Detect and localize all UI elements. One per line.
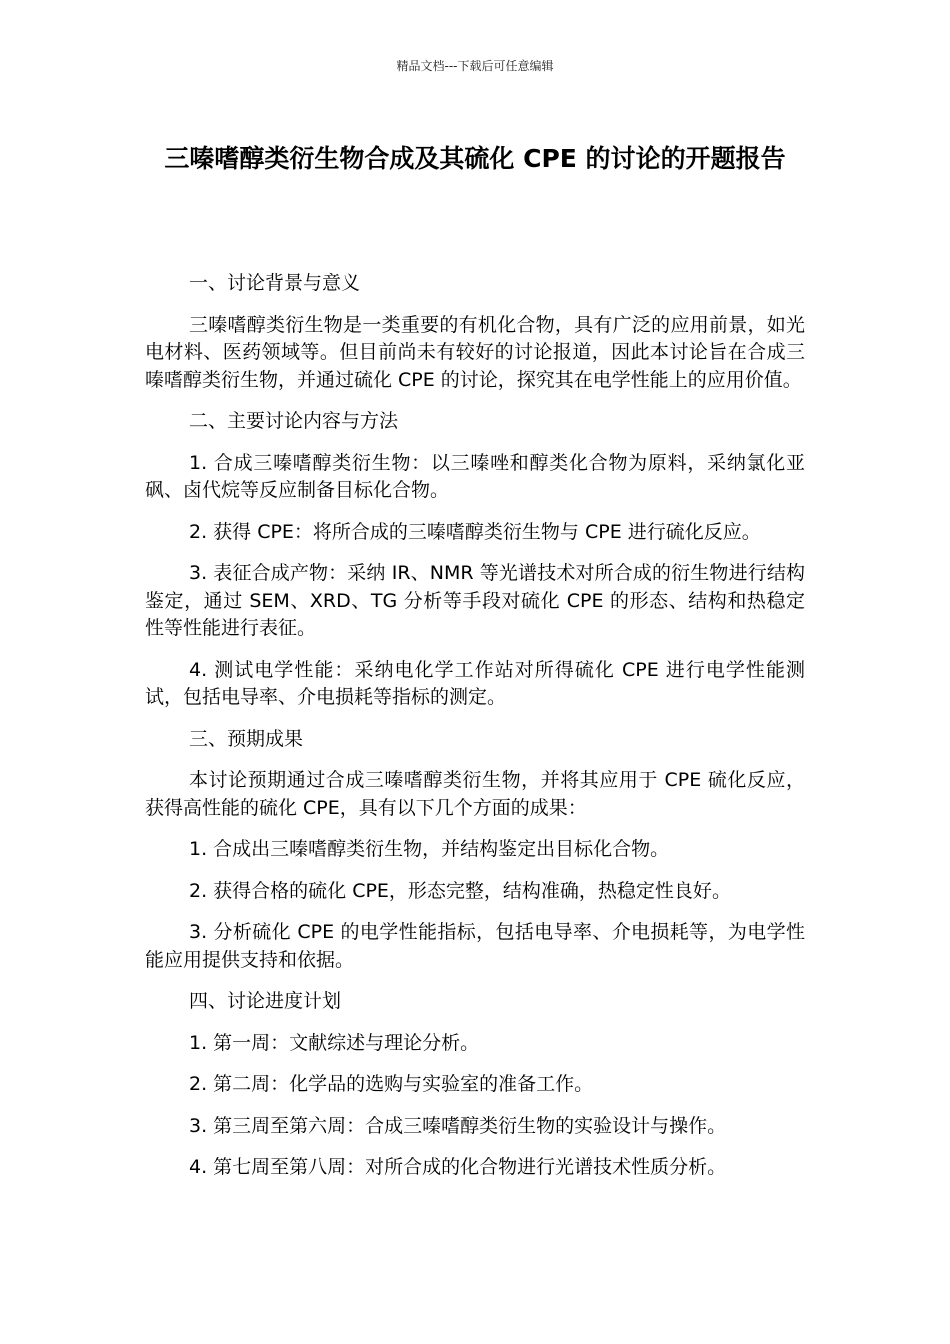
section-heading-background: 一、讨论背景与意义 — [189, 272, 361, 294]
list-item-characterization: 3. 表征合成产物：采纳 IR、NMR 等光谱技术对所合成的衍生物进行结构鉴定，通过 SEM、XRD、TG 分析等手段对硫化 CPE 的形态、结构和热稳定性等性能进行表征。 — [145, 562, 805, 639]
section-heading-expected-results: 三、预期成果 — [189, 727, 304, 750]
list-item-week-1: 1. 第一周：文献综述与理论分析。 — [189, 1031, 480, 1054]
list-item-synthesis: 1. 合成三嗪嗜醇类衍生物：以三嗪唑和醇类化合物为原料，采纳氯化亚砜、卤代烷等反应制备目标化合物。 — [145, 451, 805, 501]
list-item-obtain-cpe: 2. 获得 CPE：将所合成的三嗪嗜醇类衍生物与 CPE 进行硫化反应。 — [189, 520, 761, 543]
list-item-result-1: 1. 合成出三嗪嗜醇类衍生物，并结构鉴定出目标化合物。 — [189, 838, 670, 860]
paragraph-expected-results: 本讨论预期通过合成三嗪嗜醇类衍生物，并将其应用于 CPE 硫化反应，获得高性能的硫化 CPE，具有以下几个方面的成果： — [145, 769, 805, 819]
document-title: 三嗪嗜醇类衍生物合成及其硫化 CPE 的讨论的开题报告 — [164, 144, 786, 173]
section-heading-content-methods: 二、主要讨论内容与方法 — [189, 410, 399, 432]
document-body — [145, 270, 805, 1196]
list-item-result-3: 3. 分析硫化 CPE 的电学性能指标，包括电导率、介电损耗等，为电学性能应用提供支持和依据。 — [145, 921, 805, 971]
list-item-week-7-8: 4. 第七周至第八周：对所合成的化合物进行光谱技术性质分析。 — [189, 1156, 727, 1178]
list-item-week-2: 2. 第二周：化学品的选购与实验室的准备工作。 — [189, 1073, 594, 1095]
list-item-result-2: 2. 获得合格的硫化 CPE，形态完整，结构准确，热稳定性良好。 — [189, 879, 731, 902]
paragraph-background: 三嗪嗜醇类衍生物是一类重要的有机化合物，具有广泛的应用前景，如光电材料、医药领域等。但目前尚未有较好的讨论报道，因此本讨论旨在合成三嗪嗜醇类衍生物，并通过硫化 CPE 的讨论，探究其在电学性能上的应用价值。 — [145, 313, 805, 391]
header-note: 精品文档---下载后可任意编辑 — [396, 59, 554, 73]
list-item-week-3-6: 3. 第三周至第六周：合成三嗪嗜醇类衍生物的实验设计与操作。 — [189, 1114, 727, 1137]
list-item-electrical-test: 4. 测试电学性能：采纳电化学工作站对所得硫化 CPE 进行电学性能测试，包括电导率、介电损耗等指标的测定。 — [145, 658, 805, 708]
section-heading-schedule: 四、讨论进度计划 — [189, 990, 342, 1012]
